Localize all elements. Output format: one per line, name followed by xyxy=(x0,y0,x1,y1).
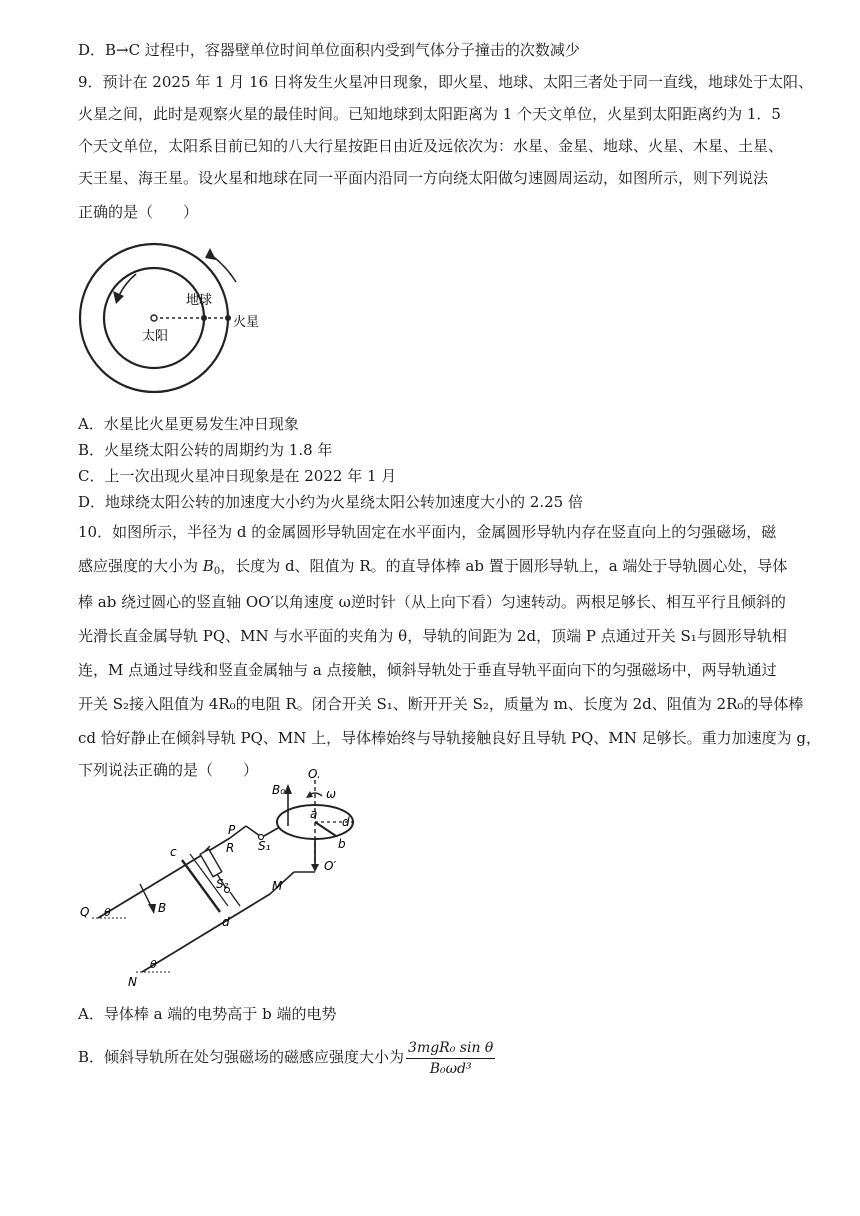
q10-stem-line-6: 开关 S₂接入阻值为 4R₀的电阻 R。闭合开关 S₁、断开开关 S₂，质量为 m、长度为 2d、阻值为 2R₀的导体棒 xyxy=(78,695,804,713)
q9-stem-line-2: 火星之间，此时是观察火星的最佳时间。已知地球到太阳距离为 1 个天文单位，火星到太阳距离约为 1．5 xyxy=(78,105,781,123)
label-s2: S₂ xyxy=(216,877,229,891)
label-omega: ω xyxy=(326,787,337,801)
q9-orbit-figure xyxy=(78,236,278,406)
mars-label: 火星 xyxy=(233,315,260,330)
fraction-numerator: 3mgR₀ sin θ xyxy=(406,1039,495,1059)
q9-stem-line-1: 9．预计在 2025 年 1 月 16 日将发生火星冲日现象，即火星、地球、太阳三者处于同一直线，地球处于太阳、 xyxy=(78,73,813,91)
arrowhead-inner xyxy=(113,291,124,304)
axis-arrow xyxy=(311,864,319,872)
switch-s2 xyxy=(230,892,240,906)
s1-to-rail xyxy=(264,828,278,836)
q10-stem-line-4: 光滑长直金属导轨 PQ、MN 与水平面的夹角为 θ，导轨的间距为 2d，顶端 P 点通过开关 S₁与圆形导轨相 xyxy=(78,627,787,645)
label-s1: S₁ xyxy=(258,839,271,853)
b0-symbol: $B_0$ xyxy=(202,557,221,577)
label-p: P xyxy=(228,823,236,837)
q9-option-a: A．水星比火星更易发生冲日现象 xyxy=(78,415,299,433)
q9-option-c: C．上一次出现火星冲日现象是在 2022 年 1 月 xyxy=(78,467,397,485)
q10-stem-line-1: 10．如图所示，半径为 d 的金属圆形导轨固定在水平面内，金属圆形导轨内存在竖直向上的匀强磁场，磁 xyxy=(78,523,777,541)
b0-arrowhead xyxy=(284,784,292,794)
label-b: b xyxy=(338,837,346,851)
label-theta-n: θ xyxy=(150,958,157,971)
rod-ab xyxy=(315,822,336,836)
b-arrowhead xyxy=(148,904,156,914)
q10-l2-prefix: 感应强度的大小为 xyxy=(78,557,203,575)
label-b-field: B xyxy=(158,901,167,915)
label-a: a xyxy=(310,807,318,821)
label-o-prime: O′ xyxy=(324,859,337,873)
q9-option-b: B．火星绕太阳公转的周期约为 1.8 年 xyxy=(78,441,333,459)
q10-option-a: A．导体棒 a 端的电势高于 b 端的电势 xyxy=(78,1005,337,1023)
label-d-radius: d xyxy=(342,815,350,829)
q10-l2-suffix: ，长度为 d、阻值为 R。的直导体棒 ab 置于圆形导轨上，a 端处于导轨圆心处，导体 xyxy=(220,557,788,575)
q10-stem-line-7: cd 恰好静止在倾斜导轨 PQ、MN 上，导体棒始终与导轨接触良好且导轨 PQ、MN 足够长。重力加速度为 g， xyxy=(78,729,821,747)
q10-option-b-prefix: B．倾斜导轨所在处匀强磁场的磁感应强度大小为 xyxy=(78,1048,405,1066)
label-d-rod: d xyxy=(222,915,230,929)
sun-label: 太阳 xyxy=(142,329,169,344)
label-n: N xyxy=(128,975,137,989)
orbit-direction-arrow-inner xyxy=(118,274,136,298)
q10-stem-line-8: 下列说法正确的是（ ） xyxy=(78,761,259,779)
label-c: c xyxy=(170,845,177,859)
label-r: R xyxy=(226,841,235,855)
q10-option-b xyxy=(78,1034,495,1080)
label-theta-q: θ xyxy=(104,906,111,919)
q10-stem-line-3: 棒 ab 绕过圆心的竖直轴 OO′以角速度 ω逆时针（从上向下看）匀速转动。两根足够长、相互平行且倾斜的 xyxy=(78,593,786,611)
q9-stem-line-4: 天王星、海王星。设火星和地球在同一平面内沿同一方向绕太阳做匀速圆周运动，如图所示，则下列说法 xyxy=(78,169,769,187)
arrowhead-outer xyxy=(205,248,216,260)
label-q: Q xyxy=(80,905,90,919)
label-m: M xyxy=(272,879,283,893)
q10-stem-line-5: 连，M 点通过导线和竖直金属轴与 a 点接触，倾斜导轨处于垂直导轨平面向下的匀强磁场中，两导轨通过 xyxy=(78,661,777,679)
omega-arrowhead xyxy=(306,791,313,798)
label-o: O. xyxy=(308,767,321,781)
q10-circuit-figure xyxy=(70,766,390,990)
q9-option-d: D．地球绕太阳公转的加速度大小约为火星绕太阳公转加速度大小的 2.25 倍 xyxy=(78,493,583,511)
q10-stem-line-2 xyxy=(78,556,787,582)
q8-option-d: D．B→C 过程中，容器壁单位时间单位面积内受到气体分子撞击的次数减少 xyxy=(78,41,580,59)
q9-stem-line-5: 正确的是（ ） xyxy=(78,203,199,221)
label-b0: B₀ xyxy=(272,783,286,797)
mars-dot xyxy=(225,315,231,321)
sun-dot xyxy=(151,315,157,321)
earth-dot xyxy=(201,315,207,321)
fraction-denominator: B₀ωd³ xyxy=(429,1060,472,1077)
q9-stem-line-3: 个天文单位，太阳系目前已知的八大行星按距日由近及远依次为：水星、金星、地球、火星、木星、土星、 xyxy=(78,137,784,155)
switch-s1 xyxy=(246,826,260,836)
earth-label: 地球 xyxy=(186,293,213,308)
option-b-fraction xyxy=(406,1039,495,1078)
